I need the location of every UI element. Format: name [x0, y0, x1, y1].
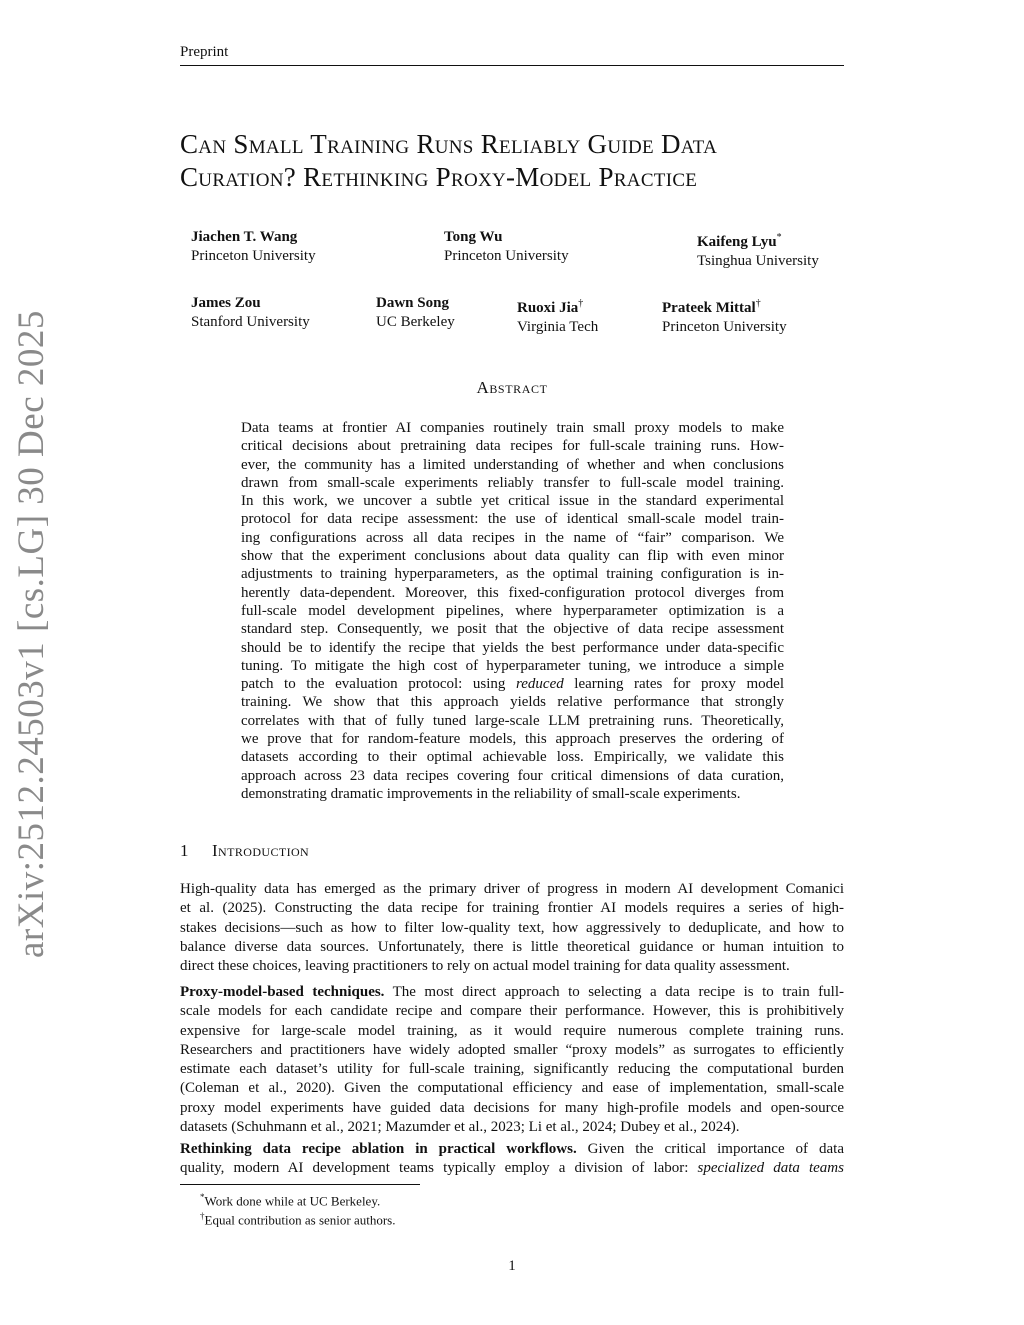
paper-title: [180, 128, 880, 194]
paragraph-line: proxy model experiments have guided data decisions for many high-profile models and open-source: [180, 1099, 844, 1116]
section-number: 1: [180, 841, 189, 860]
footnote-rule: [180, 1184, 420, 1185]
footnote: *Work done while at UC Berkeley.: [200, 1192, 381, 1209]
author-affiliation: Princeton University: [444, 248, 569, 264]
abstract-line: should be to identify the recipe that yields the best performance under data-specific: [241, 639, 784, 656]
header-rule: [180, 65, 844, 66]
abstract-line: protocol for data recipe assessment: the use of identical small-scale model train-: [241, 511, 784, 528]
paragraph-line: (Coleman et al., 2020). Given the computational efficiency and ease of implementation, small-scale: [180, 1080, 844, 1097]
abstract-line: patch to the evaluation protocol: using reduced learning rates for proxy model: [241, 676, 784, 693]
author-name: Jiachen T. Wang: [191, 229, 298, 245]
paragraph-line: datasets (Schuhmann et al., 2021; Mazumder et al., 2023; Li et al., 2024; Dubey et al., 2024).: [180, 1119, 740, 1136]
author-name: Prateek Mittal: [662, 300, 756, 316]
section-title: Introduction: [212, 841, 310, 860]
abstract-line: In this work, we uncover a subtle yet critical issue in the standard experimental: [241, 493, 784, 510]
paragraph-line: balance diverse data sources. Unfortunately, there is little theoretical guidance or human intuition to: [180, 938, 844, 955]
abstract-line: demonstrating dramatic improvements in the reliability of small-scale experiments.: [241, 785, 741, 802]
intro-paragraph: [180, 880, 844, 976]
footnote: †Equal contribution as senior authors.: [200, 1211, 396, 1228]
page-number: 1: [508, 1258, 516, 1274]
author-affiliation: Virginia Tech: [517, 319, 599, 335]
author-affiliation: Tsinghua University: [697, 253, 819, 269]
abstract-line: training. We show that this approach yields relative performance that strongly: [241, 694, 784, 711]
author-block: [517, 294, 598, 337]
author-name: Ruoxi Jia: [517, 300, 579, 316]
paragraph-heading: Rethinking data recipe ablation in practical workflows.: [180, 1141, 577, 1157]
abstract-line: herently data-dependent. Moreover, this fixed-configuration protocol diverges from: [241, 584, 784, 601]
author-affiliation: Stanford University: [191, 314, 310, 330]
abstract-line: drawn from small-scale experiments reliably transfer to full-scale model training.: [241, 474, 784, 491]
paragraph-line: et al. (2025). Constructing the data recipe for training frontier AI models requires a series of high-: [180, 900, 844, 917]
abstract-body: [241, 419, 784, 803]
abstract-line: Data teams at frontier AI companies routinely train small proxy models to make: [241, 420, 784, 436]
abstract-line: adjustments to training hyperparameters, as the optimal training configuration is in-: [241, 566, 784, 583]
footnote-mark: †: [200, 1211, 205, 1221]
paragraph-line: High-quality data has emerged as the primary driver of progress in modern AI development Comanici: [180, 881, 844, 897]
paragraph-line: stakes decisions—such as how to filter low-quality text, how aggressively to deduplicate, and how to: [180, 919, 844, 936]
author-name: James Zou: [191, 295, 261, 311]
abstract-heading: Abstract: [476, 378, 548, 397]
paragraph-line: Proxy-model-based techniques. The most direct approach to selecting a data recipe is to train full-: [180, 984, 844, 1000]
paragraph-line: direct these choices, leaving practitioners to rely on actual model training for data quality assessment.: [180, 958, 790, 975]
section-heading: [180, 841, 309, 861]
abstract-line: datasets according to their optimal achievable loss. Empirically, we validate this: [241, 749, 784, 766]
title-line: Curation? Rethinking Proxy-Model Practice: [180, 162, 698, 192]
running-header: Preprint: [180, 44, 229, 60]
emphasis-reduced: reduced: [515, 676, 564, 693]
author-name: Dawn Song: [376, 295, 449, 311]
author-name: Kaifeng Lyu: [697, 234, 777, 250]
author-block: [697, 228, 819, 271]
abstract-line: correlates with that of fully tuned large-scale LLM pretraining runs. Theoretically,: [241, 712, 784, 729]
abstract-line: we prove that for random-feature models, this approach preserves the ordering of: [241, 731, 784, 748]
abstract-line: critical decisions about pretraining data recipes for full-scale training runs. How-: [241, 438, 784, 455]
title-line: Can Small Training Runs Reliably Guide Data: [180, 129, 718, 159]
rethink-paragraph: [180, 1140, 844, 1179]
paragraph-heading: Proxy-model-based techniques.: [180, 984, 385, 1000]
author-block: [376, 294, 455, 332]
abstract-line: approach across 23 data recipes covering four critical dimensions of data curation,: [241, 767, 784, 784]
abstract-line: tuning. To mitigate the high cost of hyperparameter tuning, we introduce a simple: [241, 657, 784, 674]
paragraph-line: expensive for large-scale model training, as it would require numerous complete training runs.: [180, 1022, 844, 1039]
paragraph-line: Researchers and practitioners have widely adopted smaller “proxy models” as surrogates to efficiently: [180, 1041, 844, 1058]
author-name: Tong Wu: [444, 229, 503, 245]
author-block: [662, 294, 787, 337]
abstract-line: show that the experiment conclusions about data quality can flip with even minor: [241, 548, 784, 565]
emphasis-data-teams: specialized data teams: [697, 1160, 844, 1177]
author-affiliation: UC Berkeley: [376, 314, 455, 330]
author-block: [444, 228, 569, 266]
abstract-line: standard step. Consequently, we posit that the objective of data recipe assessment: [241, 621, 784, 638]
author-mark: †: [755, 298, 761, 309]
abstract-line: full-scale model development pipelines, where hyperparameter optimization is a: [241, 602, 784, 619]
paragraph-line: estimate each dataset’s utility for full-scale training, significantly reducing the computational burden: [180, 1061, 844, 1078]
abstract-line: ever, the community has a limited understanding of whether and when conclusions: [241, 456, 784, 473]
author-block: [191, 228, 316, 266]
author-affiliation: Princeton University: [191, 248, 316, 264]
author-block: [191, 294, 310, 332]
author-mark: *: [776, 232, 782, 243]
paragraph-line: Rethinking data recipe ablation in practical workflows. Given the critical importance of data: [180, 1141, 844, 1157]
abstract-line: ing configurations across all data recipes in the name of “fair” comparison. We: [241, 529, 784, 546]
footnote-mark: *: [200, 1192, 205, 1202]
paragraph-line: quality, modern AI development teams typically employ a division of labor: specialized data teams: [180, 1160, 844, 1177]
paragraph-line: scale models for each candidate recipe and compare their performance. However, this is prohibitively: [180, 1003, 844, 1020]
author-mark: †: [578, 298, 584, 309]
arxiv-stamp: arXiv:2512.24503v1 [cs.LG] 30 Dec 2025: [11, 310, 52, 958]
author-affiliation: Princeton University: [662, 319, 787, 335]
proxy-paragraph: [180, 983, 844, 1137]
